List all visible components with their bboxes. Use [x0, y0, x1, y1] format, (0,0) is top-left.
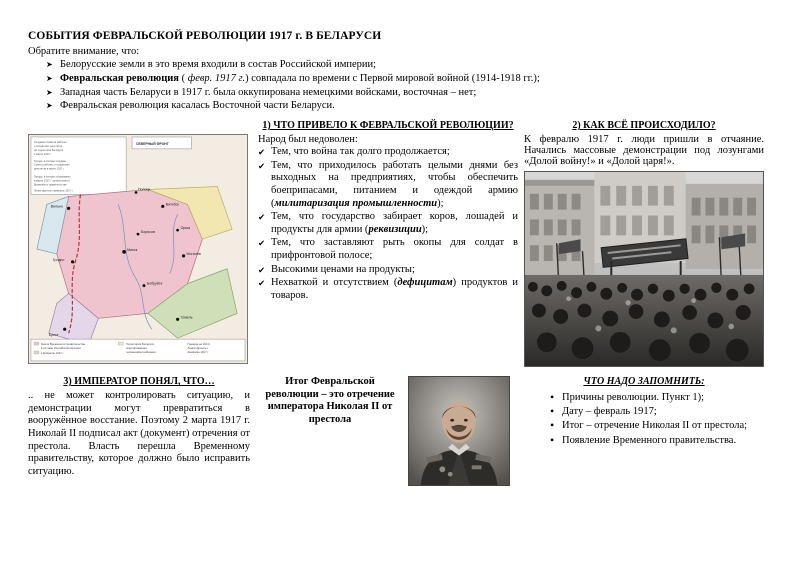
demonstration-photo [524, 171, 764, 367]
emperor-text: .. не может контролировать ситуацию, и демонстрации могут превратиться в вооружённое восстание. Поэтому 2 марта 1917 г. Николай II подписал акт (документ) отречения от престола. Власть перешла Временному правительству, которое должно было исправить ситуацию. [28, 390, 250, 477]
svg-text:германскими войсками: германскими войсками [126, 350, 156, 355]
svg-text:в составе Российской империи: в составе Российской империи [40, 346, 81, 351]
map-illustration [29, 135, 247, 363]
svg-text:в марте 1917 г. органы власти: в марте 1917 г. органы власти [33, 179, 70, 183]
nicholas-ii-portrait [408, 376, 510, 486]
svg-text:февралю 1917 г.: февралю 1917 г. [187, 350, 209, 355]
list-item: • Итог – отречение Николая II от престола; [550, 419, 764, 432]
list-item: • Причины революции. Пункт 1); [550, 391, 764, 404]
map-figure [28, 134, 248, 364]
svg-text:Граница на 1914 г.: Граница на 1914 г. [187, 342, 212, 347]
list-item: ➤ Февральская революция ( февр. 1917 г.) совпадала по времени с Первой мировой войной (1914-1918 гг.); [46, 73, 772, 86]
list-item: ➤ Западная часть Беларуси в 1917 г. была оккупирована немецкими войсками, восточная – нет; [46, 87, 772, 100]
why-intro: Народ был недоволен: [258, 134, 358, 146]
intro-list [28, 59, 772, 113]
svg-text:Гродно: Гродно [52, 258, 65, 263]
svg-text:Советы рабочих и солдатских: Советы рабочих и солдатских [33, 163, 70, 167]
middle-row [28, 120, 772, 367]
emperor-result-column [250, 376, 524, 486]
svg-text:СЕВЕРНЫЙ ФРОНТ: СЕВЕРНЫЙ ФРОНТ [136, 142, 169, 147]
svg-text:Города, в которых образованы: Города, в которых образованы [33, 175, 71, 179]
svg-text:Гомель: Гомель [180, 315, 193, 320]
svg-text:на территории Беларуси: на территории Беларуси [33, 149, 64, 153]
emperor-result-caption [258, 376, 408, 486]
list-item: ➤ Белорусские земли в это время входили в состав Российской империи; [46, 59, 772, 72]
svg-text:Минск: Минск [127, 248, 138, 253]
remember-list [524, 391, 764, 447]
caption-part-1: Итог Февральской революции – [265, 376, 375, 400]
svg-text:оккупированная: оккупированная [126, 346, 147, 351]
remember-heading: ЧТО НАДО ЗАПОМНИТЬ: [583, 376, 705, 388]
list-item: • Появление Временного правительства. [550, 434, 764, 447]
how-text: К февралю 1917 г. люди пришли в отчаяние. Начались массовые демонстрации под лозунгами «Долой войну!» и «Долой царя!». [524, 134, 764, 168]
section-how-heading: 2) КАК ВСЁ ПРОИСХОДИЛО? [572, 120, 716, 132]
svg-text:Земли Временного правительства: Земли Временного правительства [40, 342, 86, 347]
document-sheet [28, 30, 772, 530]
emperor-text-column [28, 376, 250, 478]
list-item: ✔ Тем, что государство забирает коров, лошадей и продукты для армии (реквизиции); [258, 211, 518, 236]
svg-text:Полоцк: Полоцк [137, 187, 151, 192]
svg-text:Бобруйск: Бобруйск [146, 281, 163, 286]
why-column [250, 120, 524, 303]
svg-text:к февралю 1917 г.: к февралю 1917 г. [40, 351, 65, 356]
list-item: ✔ Тем, что война так долго продолжается; [258, 146, 518, 159]
svg-text:Брест: Брест [48, 333, 59, 338]
caption-part-5: императора [267, 401, 324, 413]
svg-text:Орша: Орша [180, 226, 191, 231]
page-title: СОБЫТИЯ ФЕВРАЛЬСКОЙ РЕВОЛЮЦИИ 1917 г. В БЕЛАРУСИ [28, 30, 382, 42]
svg-text:Витебск: Витебск [165, 202, 179, 207]
list-item: ✔ Высокими ценами на продукты; [258, 264, 518, 277]
list-item: ✔ Нехваткой и отсутствием (дефицитам) продуктов и товаров. [258, 277, 518, 302]
caption-part-3: это отречение [329, 388, 395, 400]
svg-text:Борисов: Борисов [140, 230, 155, 235]
why-list [258, 146, 518, 302]
svg-text:в марте 1917 г.: в марте 1917 г. [33, 153, 52, 157]
section-emperor-heading: 3) ИМПЕРАТОР ПОНЯЛ, ЧТО… [63, 376, 215, 388]
svg-text:Вильно: Вильно [50, 204, 64, 209]
svg-text:Линия фронта к февралю 1917 г.: Линия фронта к февралю 1917 г. [33, 189, 74, 193]
list-item: ➤ Февральская революция касалась Восточной части Беларуси. [46, 100, 772, 113]
svg-text:Города, в которых созданы: Города, в которых созданы [33, 159, 67, 163]
map-column [28, 120, 250, 364]
list-item: ✔ Тем, что заставляют рыть окопы для солдат в прифронтовой полосе; [258, 237, 518, 262]
svg-text:Могилёв: Могилёв [186, 252, 201, 257]
how-column [524, 120, 764, 367]
svg-text:Территория Беларуси,: Территория Беларуси, [126, 342, 155, 347]
demonstration-photo-illustration [525, 172, 763, 366]
caption-part-9: от престола [308, 401, 393, 425]
portrait-illustration [409, 377, 509, 485]
remember-column [524, 376, 764, 448]
caption-part-7: Николая II [326, 401, 380, 413]
list-item: ✔ Тем, что приходилось работать целыми днями без выходных на предприятиях, чтобы обеспечить боеприпасами, питанием и одеждой армию (милитаризация промышленности); [258, 160, 518, 210]
svg-text:Линия фронта к: Линия фронта к [187, 346, 208, 351]
list-item: • Дату – февраль 1917; [550, 405, 764, 418]
intro-label: Обратите внимание, что: [28, 46, 140, 57]
bottom-row [28, 376, 772, 486]
section-why-heading: 1) ЧТО ПРИВЕЛО К ФЕВРАЛЬСКОЙ РЕВОЛЮЦИИ? [262, 120, 514, 132]
svg-text:депутатов в марте 1917 г.: депутатов в марте 1917 г. [33, 167, 65, 171]
svg-text:и солдатских депутатов: и солдатских депутатов [33, 145, 63, 149]
svg-text:Создание Советов рабочих: Создание Советов рабочих [33, 141, 67, 145]
svg-text:Временного правительства: Временного правительства [33, 183, 67, 187]
